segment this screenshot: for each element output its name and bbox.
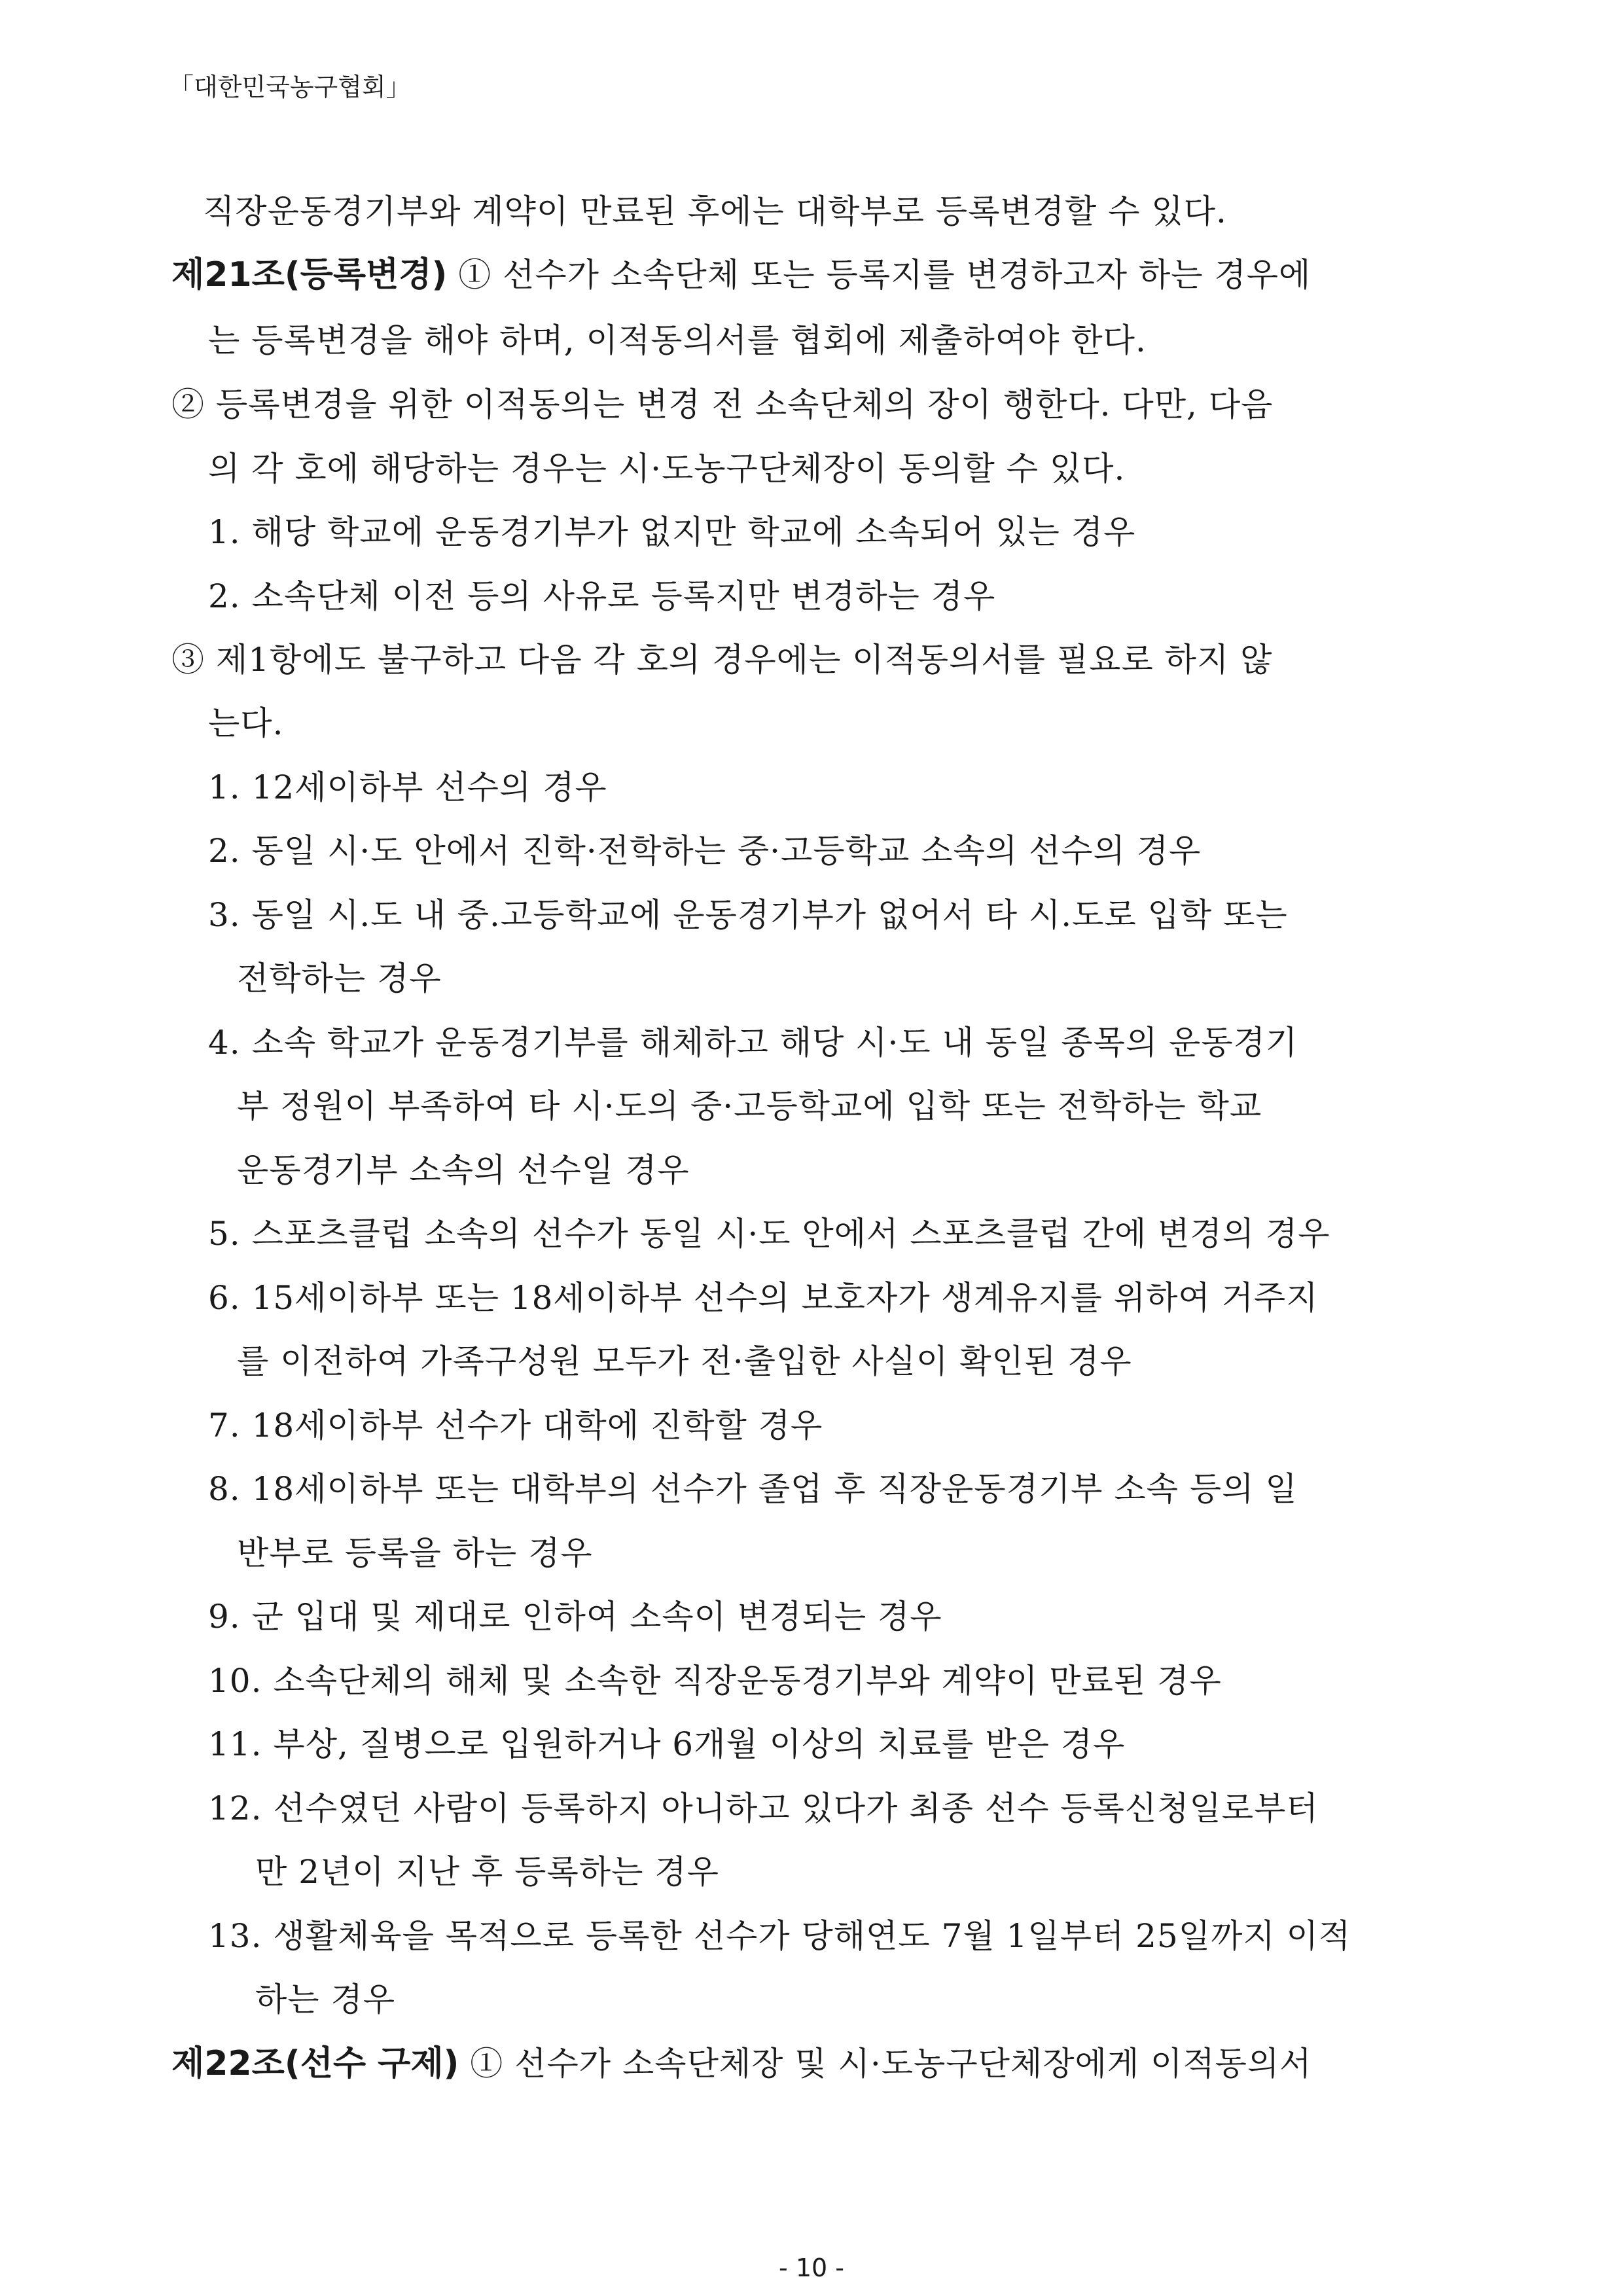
article-21-heading: 제21조(등록변경) <box>171 255 448 295</box>
article-22-first-line: 제22조(선수 구제) ① 선수가 소속단체장 및 시·도농구단체장에게 이적동의서 <box>171 2044 1312 2083</box>
article-21-first-line: 제21조(등록변경) ① 선수가 소속단체 또는 등록지를 변경하고자 하는 경우에 <box>171 255 1311 295</box>
list-item: 10. 소속단체의 해체 및 소속한 직장운동경기부와 계약이 만료된 경우 <box>208 1662 1222 1700</box>
list-item: 9. 군 입대 및 제대로 인하여 소속이 변경되는 경우 <box>208 1598 942 1636</box>
list-item: 11. 부상, 질병으로 입원하거나 6개월 이상의 치료를 받은 경우 <box>208 1725 1126 1763</box>
page-number: - 10 - <box>779 2253 844 2282</box>
list-item: 2. 동일 시·도 안에서 진학·전학하는 중·고등학교 소속의 선수의 경우 <box>208 832 1202 870</box>
list-item: 2. 소속단체 이전 등의 사유로 등록지만 변경하는 경우 <box>208 577 996 615</box>
page-header: 「대한민국농구협회」 <box>169 73 411 101</box>
list-item-continuation: 전학하는 경우 <box>237 960 442 997</box>
list-item: 13. 생활체육을 목적으로 등록한 선수가 당해연도 7월 1일부터 25일까지 이적 <box>208 1917 1351 1955</box>
list-item-continuation: 운동경기부 소속의 선수일 경우 <box>237 1151 690 1189</box>
text-line: 는 등록변경을 해야 하며, 이적동의서를 협회에 제출하여야 한다. <box>208 321 1147 359</box>
list-item: 4. 소속 학교가 운동경기부를 해체하고 해당 시·도 내 동일 종목의 운동경기 <box>208 1024 1298 1062</box>
text-line: ② 등록변경을 위한 이적동의는 변경 전 소속단체의 장이 행한다. 다만, 다음 <box>171 386 1274 423</box>
list-item: 1. 12세이하부 선수의 경우 <box>208 768 607 806</box>
text-line: 의 각 호에 해당하는 경우는 시·도농구단체장이 동의할 수 있다. <box>208 450 1126 488</box>
list-item: 8. 18세이하부 또는 대학부의 선수가 졸업 후 직장운동경기부 소속 등의 일 <box>208 1470 1298 1508</box>
list-item: 6. 15세이하부 또는 18세이하부 선수의 보호자가 생계유지를 위하여 거주지 <box>208 1279 1319 1317</box>
list-item-continuation: 반부로 등록을 하는 경우 <box>237 1534 593 1572</box>
list-item: 5. 스포츠클럽 소속의 선수가 동일 시·도 안에서 스포츠클럽 간에 변경의 경우 <box>208 1215 1330 1253</box>
list-item-continuation: 만 2년이 지난 후 등록하는 경우 <box>255 1853 719 1891</box>
text-line: 는다. <box>208 704 284 742</box>
list-item: 12. 선수였던 사람이 등록하지 아니하고 있다가 최종 선수 등록신청일로부터 <box>208 1789 1319 1827</box>
article-22-heading: 제22조(선수 구제) <box>171 2044 459 2083</box>
list-item-continuation: 하는 경우 <box>255 1981 396 2018</box>
list-item: 3. 동일 시.도 내 중.고등학교에 운동경기부가 없어서 타 시.도로 입학 또는 <box>208 896 1288 934</box>
text-line: 직장운동경기부와 계약이 만료된 후에는 대학부로 등록변경할 수 있다. <box>203 192 1227 230</box>
list-item-continuation: 부 정원이 부족하여 타 시·도의 중·고등학교에 입학 또는 전학하는 학교 <box>237 1087 1262 1125</box>
list-item: 7. 18세이하부 선수가 대학에 진학할 경우 <box>208 1407 823 1444</box>
list-item: 1. 해당 학교에 운동경기부가 없지만 학교에 소속되어 있는 경우 <box>208 513 1136 551</box>
list-item-continuation: 를 이전하여 가족구성원 모두가 전·출입한 사실이 확인된 경우 <box>237 1342 1132 1380</box>
text-line: ③ 제1항에도 불구하고 다음 각 호의 경우에는 이적동의서를 필요로 하지 않 <box>171 641 1273 679</box>
